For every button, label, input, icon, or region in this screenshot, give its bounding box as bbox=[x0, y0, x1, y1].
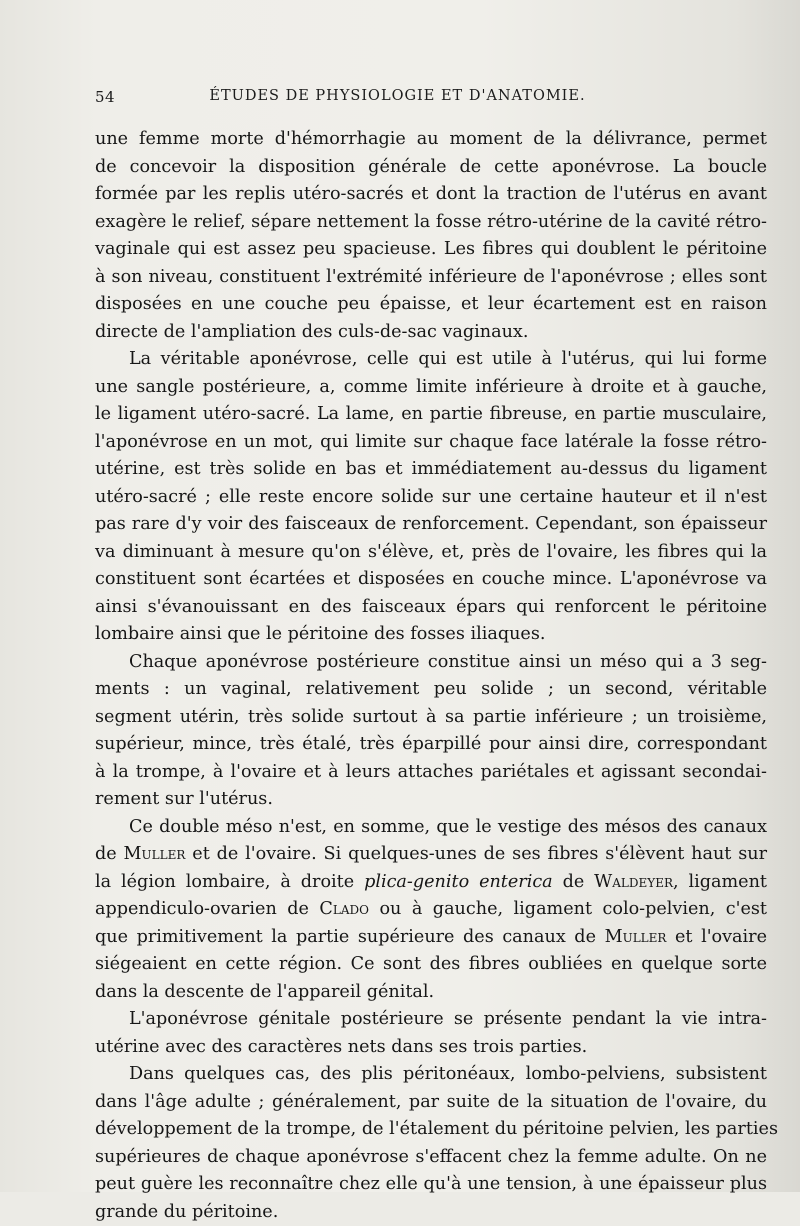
paragraph-5 bbox=[95, 1006, 767, 1061]
text-line: une sangle postérieure, a, comme limite inférieure à droite et à gauche, bbox=[95, 374, 767, 402]
text-line bbox=[95, 869, 767, 897]
text-line: vaginale qui est assez peu spacieuse. Les fibres qui doublent le péritoine bbox=[95, 236, 767, 264]
text-line: ainsi s'évanouissant en des faisceaux épars qui renforcent le péritoine bbox=[95, 594, 767, 622]
text-line: siégeaient en cette région. Ce sont des fibres oubliées en quelque sorte bbox=[95, 951, 767, 979]
text-line: l'aponévrose en un mot, qui limite sur chaque face latérale la fosse rétro- bbox=[95, 429, 767, 457]
paragraph-1 bbox=[95, 126, 767, 346]
text-line: grande du péritoine. bbox=[95, 1199, 767, 1226]
text-line: rement sur l'utérus. bbox=[95, 786, 767, 814]
author-name-clado: Clado bbox=[319, 899, 369, 919]
author-name-waldeyer: Waldeyer bbox=[594, 872, 673, 892]
text-line: supérieur, mince, très étalé, très éparpillé pour ainsi dire, correspondant bbox=[95, 731, 767, 759]
text-line: Chaque aponévrose postérieure constitue ainsi un méso qui a 3 seg- bbox=[95, 649, 767, 677]
text-line: utéro-sacré ; elle reste encore solide sur une certaine hauteur et il n'est bbox=[95, 484, 767, 512]
text-line: le ligament utéro-sacré. La lame, en partie fibreuse, en partie musculaire, bbox=[95, 401, 767, 429]
paragraph-4 bbox=[95, 814, 767, 1007]
page-header bbox=[95, 88, 700, 110]
text-line: exagère le relief, sépare nettement la fosse rétro-utérine de la cavité rétro- bbox=[95, 209, 767, 237]
text-line: une femme morte d'hémorrhagie au moment de la délivrance, permet bbox=[95, 126, 767, 154]
paragraph-6 bbox=[95, 1061, 767, 1226]
text-line: directe de l'ampliation des culs-de-sac vaginaux. bbox=[95, 319, 767, 347]
text-line: va diminuant à mesure qu'on s'élève, et, près de l'ovaire, les fibres qui la bbox=[95, 539, 767, 567]
text-line: dans la descente de l'appareil génital. bbox=[95, 979, 767, 1007]
text-line: La véritable aponévrose, celle qui est utile à l'utérus, qui lui forme bbox=[95, 346, 767, 374]
page-number: 54 bbox=[95, 88, 115, 106]
text-line: peut guère les reconnaître chez elle qu'à une tension, à une épaisseur plus bbox=[95, 1171, 767, 1199]
text-run: , ligament bbox=[673, 872, 767, 892]
text-run: de bbox=[553, 872, 595, 892]
text-line bbox=[95, 924, 767, 952]
text-line bbox=[95, 896, 767, 924]
running-title: ÉTUDES DE PHYSIOLOGIE ET D'ANATOMIE. bbox=[95, 88, 700, 104]
latin-term: plica-genito enterica bbox=[364, 872, 553, 892]
text-line: supérieures de chaque aponévrose s'effacent chez la femme adulte. On ne bbox=[95, 1144, 767, 1172]
text-run: et l'ovaire bbox=[666, 927, 767, 947]
text-line: utérine avec des caractères nets dans ses trois parties. bbox=[95, 1034, 767, 1062]
paragraph-3 bbox=[95, 649, 767, 814]
text-line: pas rare d'y voir des faisceaux de renforcement. Cependant, son épaisseur bbox=[95, 511, 767, 539]
text-line: disposées en une couche peu épaisse, et leur écartement est en raison bbox=[95, 291, 767, 319]
text-run: ou à gauche, ligament colo-pelvien, c'est bbox=[369, 899, 767, 919]
text-line: à la trompe, à l'ovaire et à leurs attaches pariétales et agissant secondai- bbox=[95, 759, 767, 787]
text-line: à son niveau, constituent l'extrémité inférieure de l'aponévrose ; elles sont bbox=[95, 264, 767, 292]
author-name-muller: Muller bbox=[124, 844, 186, 864]
text-run: et de l'ovaire. Si quelques-unes de ses fibres s'élèvent haut sur bbox=[185, 844, 767, 864]
text-line: de concevoir la disposition générale de cette aponévrose. La boucle bbox=[95, 154, 767, 182]
text-run: de bbox=[95, 844, 124, 864]
text-line: ments : un vaginal, relativement peu solide ; un second, véritable bbox=[95, 676, 767, 704]
paragraph-2 bbox=[95, 346, 767, 649]
body-text bbox=[95, 126, 767, 1226]
text-run: la légion lombaire, à droite bbox=[95, 872, 364, 892]
author-name-muller: Muller bbox=[605, 927, 667, 947]
text-line: développement de la trompe, de l'étalement du péritoine pelvien, les parties bbox=[95, 1116, 767, 1144]
text-line: formée par les replis utéro-sacrés et dont la traction de l'utérus en avant bbox=[95, 181, 767, 209]
text-line: Ce double méso n'est, en somme, que le vestige des mésos des canaux bbox=[95, 814, 767, 842]
text-line: lombaire ainsi que le péritoine des fosses iliaques. bbox=[95, 621, 767, 649]
text-line bbox=[95, 841, 767, 869]
text-line: Dans quelques cas, des plis péritonéaux, lombo-pelviens, subsistent bbox=[95, 1061, 767, 1089]
text-line: L'aponévrose génitale postérieure se présente pendant la vie intra- bbox=[95, 1006, 767, 1034]
text-run: appendiculo-ovarien de bbox=[95, 899, 319, 919]
text-run: que primitivement la partie supérieure des canaux de bbox=[95, 927, 605, 947]
text-line: dans l'âge adulte ; généralement, par suite de la situation de l'ovaire, du bbox=[95, 1089, 767, 1117]
text-line: constituent sont écartées et disposées en couche mince. L'aponévrose va bbox=[95, 566, 767, 594]
text-line: segment utérin, très solide surtout à sa partie inférieure ; un troisième, bbox=[95, 704, 767, 732]
text-line: utérine, est très solide en bas et immédiatement au-dessus du ligament bbox=[95, 456, 767, 484]
